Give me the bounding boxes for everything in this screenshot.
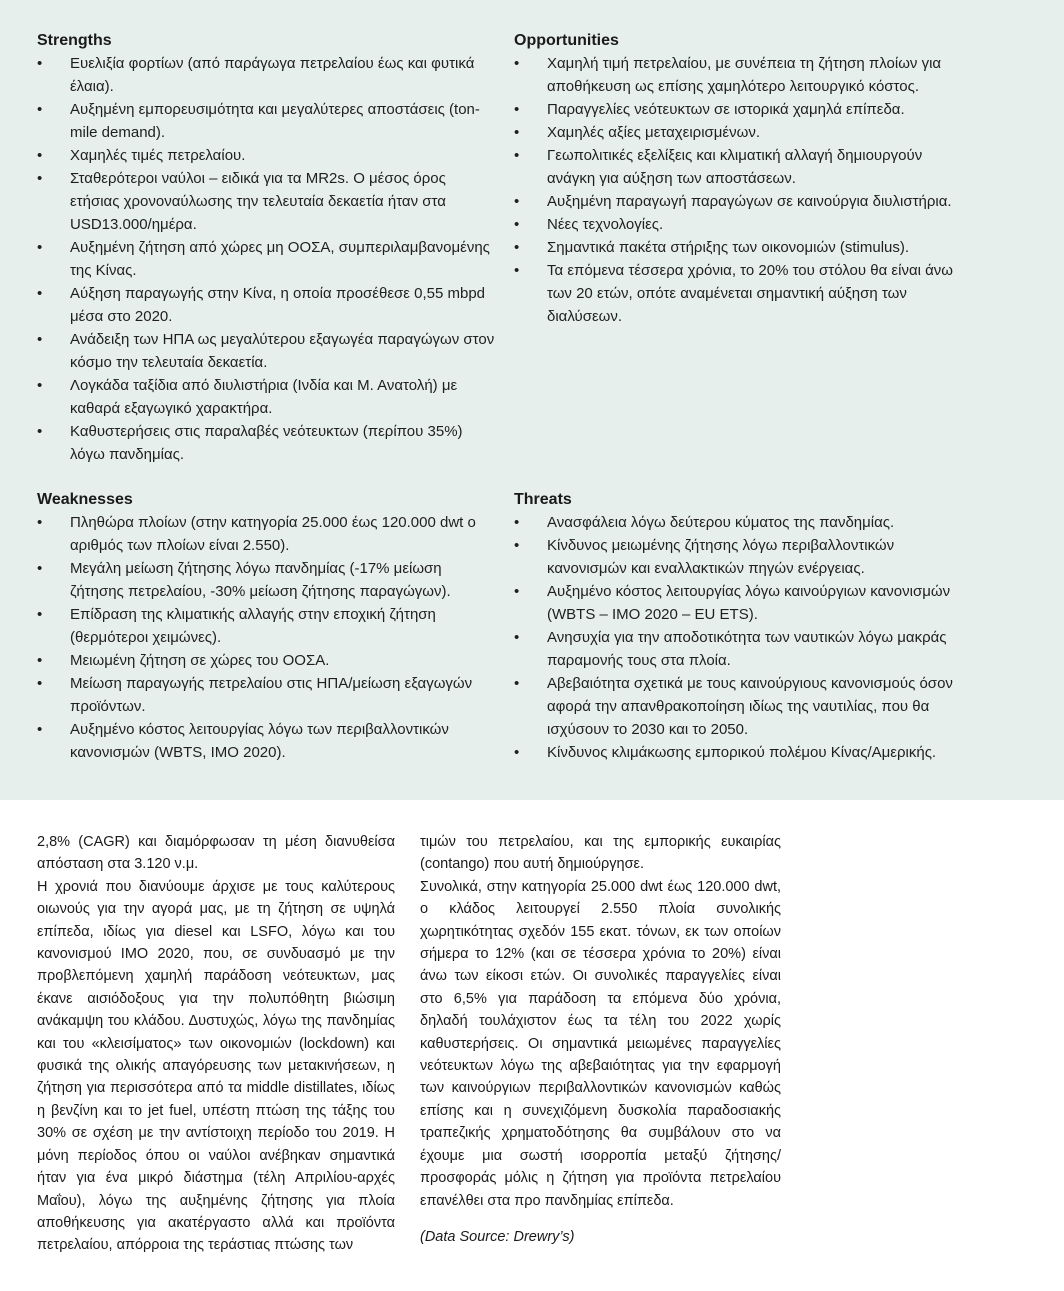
- paragraph: τιμών του πετρελαίου, και της εμπορικής ευκαιρίας (contango) που αυτή δημιούργησε.: [420, 834, 781, 873]
- list-item: • Πληθώρα πλοίων (στην κατηγορία 25.000 έως 120.000 dwt ο αριθμός των πλοίων είναι 2.550).: [37, 511, 497, 557]
- list-item: • Ανασφάλεια λόγω δεύτερου κύματος της πανδημίας.: [514, 511, 974, 534]
- list-item: • Κίνδυνος κλιμάκωσης εμπορικού πολέμου Κίνας/Αμερικής.: [514, 741, 974, 764]
- paragraph: 2,8% (CAGR) και διαμόρφωσαν τη μέση διανυθείσα απόσταση στα 3.120 ν.μ.: [37, 834, 395, 873]
- strengths-heading: Strengths: [37, 32, 112, 49]
- list-item: • Αυξημένη εμπορευσιμότητα και μεγαλύτερες αποστάσεις (ton-mile demand).: [37, 98, 497, 144]
- list-item: • Λογκάδα ταξίδια από διυλιστήρια (Ινδία και Μ. Ανατολή) με καθαρά εξαγωγικό χαρακτήρα.: [37, 374, 497, 420]
- list-item: • Ευελιξία φορτίων (από παράγωγα πετρελαίου έως και φυτικά έλαια).: [37, 52, 497, 98]
- list-item: • Καθυστερήσεις στις παραλαβές νεότευκτων (περίπου 35%) λόγω πανδημίας.: [37, 420, 497, 466]
- list-item: • Ανησυχία για την αποδοτικότητα των ναυτικών λόγω μακράς παραμονής τους στα πλοία.: [514, 626, 974, 672]
- threats-section: [514, 489, 974, 764]
- opportunities-list: [514, 52, 974, 328]
- list-item: • Παραγγελίες νεότευκτων σε ιστορικά χαμηλά επίπεδα.: [514, 98, 974, 121]
- list-item: • Αύξηση παραγωγής στην Κίνα, η οποία προσέθεσε 0,55 mbpd μέσα στο 2020.: [37, 282, 497, 328]
- list-item: • Κίνδυνος μειωμένης ζήτησης λόγω περιβαλλοντικών κανονισμών και εναλλακτικών πηγών ενέργειας.: [514, 534, 974, 580]
- data-source-note: (Data Source: Drewry’s): [420, 1228, 575, 1245]
- list-item: • Αυξημένο κόστος λειτουργίας λόγω των περιβαλλοντικών κανονισμών (WBTS, IMO 2020).: [37, 718, 497, 764]
- threats-heading: Threats: [514, 491, 572, 508]
- list-item: • Σημαντικά πακέτα στήριξης των οικονομιών (stimulus).: [514, 236, 974, 259]
- list-item: • Αυξημένη παραγωγή παραγώγων σε καινούργια διυλιστήρια.: [514, 190, 974, 213]
- list-item: • Γεωπολιτικές εξελίξεις και κλιματική αλλαγή δημιουργούν ανάγκη για αύξηση των αποστάσεων.: [514, 144, 974, 190]
- list-item: • Σταθερότεροι ναύλοι – ειδικά για τα MR2s. Ο μέσος όρος ετήσιας χρονοναύλωσης την τελευταία δεκαετία ήταν στα USD13.000/ημέρα.: [37, 167, 497, 236]
- article-column-right: [420, 831, 781, 1248]
- opportunities-heading: Opportunities: [514, 32, 619, 49]
- list-item: • Αβεβαιότητα σχετικά με τους καινούργιους κανονισμούς όσον αφορά την απανθρακοποίηση ιδίως της ναυτιλίας, που θα ισχύσουν το 2030 και το 2050.: [514, 672, 974, 741]
- list-item: • Τα επόμενα τέσσερα χρόνια, το 20% του στόλου θα είναι άνω των 20 ετών, οπότε αναμένεται σημαντική αύξηση των διαλύσεων.: [514, 259, 974, 328]
- list-item: • Νέες τεχνολογίες.: [514, 213, 974, 236]
- list-item: • Επίδραση της κλιματικής αλλαγής στην εποχική ζήτηση (θερμότεροι χειμώνες).: [37, 603, 497, 649]
- opportunities-section: [514, 30, 974, 328]
- strengths-section: [37, 30, 497, 466]
- paragraph: Η χρονιά που διανύουμε άρχισε με τους καλύτερους οιωνούς για την αγορά μας, με τη ζήτηση σε υψηλά επίπεδα, ιδίως για diesel και LSFO, λόγω και του κανονισμού IMO 2020, που, σε συνδυασμό με την προβλεπόμενη χαμηλή παράδοση νεότευκτων, μας έκανε αισιόδοξους για την πολυπόθητη βιώσιμη ανάκαμψη του κλάδου. Δυστυχώς, λόγω της πανδημίας και του «κλεισίματος» των οικονομιών (lockdown) και φυσικά της ολικής απαγόρευσης των μετακινήσεων, η ζήτηση για περισσότερα από τα middle distillates, ιδίως η βενζίνη και το jet fuel, υπέστη πτώση της τάξης του 30% σε σχέση με την αντίστοιχη περίοδο του 2019. Η μόνη περίοδος όπου οι ναύλοι ανέβηκαν σημαντικά ήταν για ένα μικρό διάστημα (τέλη Απριλίου-αρχές Μαΐου), λόγω της αυξημένης ζήτησης για πλοία αποθήκευσης για ακατέργαστο αλλά και προϊόντα πετρελαίου, απόρροια της τεράστιας πτώσης των: [37, 878, 395, 1254]
- list-item: • Χαμηλές τιμές πετρελαίου.: [37, 144, 497, 167]
- list-item: • Χαμηλές αξίες μεταχειρισμένων.: [514, 121, 974, 144]
- list-item: • Μεγάλη μείωση ζήτησης λόγω πανδημίας (-17% μείωση ζήτησης πετρελαίου, -30% μείωση ζήτησης παραγώγων).: [37, 557, 497, 603]
- list-item: • Μείωση παραγωγής πετρελαίου στις ΗΠΑ/μείωση εξαγωγών προϊόντων.: [37, 672, 497, 718]
- strengths-list: [37, 52, 497, 466]
- weaknesses-heading: Weaknesses: [37, 491, 133, 508]
- article-column-left: [37, 831, 395, 1257]
- weaknesses-section: [37, 489, 497, 764]
- list-item: • Χαμηλή τιμή πετρελαίου, με συνέπεια τη ζήτηση πλοίων για αποθήκευση ως επίσης χαμηλότερο λειτουργικό κόστος.: [514, 52, 974, 98]
- paragraph: Συνολικά, στην κατηγορία 25.000 dwt έως 120.000 dwt, ο κλάδος λειτουργεί 2.550 πλοία συνολικής χωρητικότητας σχεδόν 155 εκατ. τόνων, εκ των οποίων σήμερα το 12% (και σε τέσσερα χρόνια το 20%) είναι άνω των είκοσι ετών. Οι συνολικές παραγγελίες είναι στο 6,5% για παράδοση τα επόμενα δύο χρόνια, δηλαδή τουλάχιστον έως τα τέλη του 2022 χωρίς καθυστερήσεις. Οι σημαντικά μειωμένες παραγγελίες νεότευκτων λόγω της αβεβαιότητας για την εφαρμογή των καινούργιων περιβαλλοντικών κανονισμών καθώς επίσης και η συνεχιζόμενη δυσκολία παραδοσιακής τραπεζικής χρηματοδότησης θα συμβάλουν στο να έχουμε μια σωστή ισορροπία μεταξύ ζήτησης/προσφοράς μόλις η ζήτηση για προϊόντα πετρελαίου επανέλθει στα προ πανδημίας επίπεδα.: [420, 878, 781, 1209]
- list-item: • Ανάδειξη των ΗΠΑ ως μεγαλύτερου εξαγωγέα παραγώγων στον κόσμο την τελευταία δεκαετία.: [37, 328, 497, 374]
- threats-list: [514, 511, 974, 764]
- list-item: • Αυξημένο κόστος λειτουργίας λόγω καινούργιων κανονισμών (WBTS – IMO 2020 – EU ETS).: [514, 580, 974, 626]
- weaknesses-list: [37, 511, 497, 764]
- list-item: • Μειωμένη ζήτηση σε χώρες του ΟΟΣΑ.: [37, 649, 497, 672]
- list-item: • Αυξημένη ζήτηση από χώρες μη ΟΟΣΑ, συμπεριλαμβανομένης της Κίνας.: [37, 236, 497, 282]
